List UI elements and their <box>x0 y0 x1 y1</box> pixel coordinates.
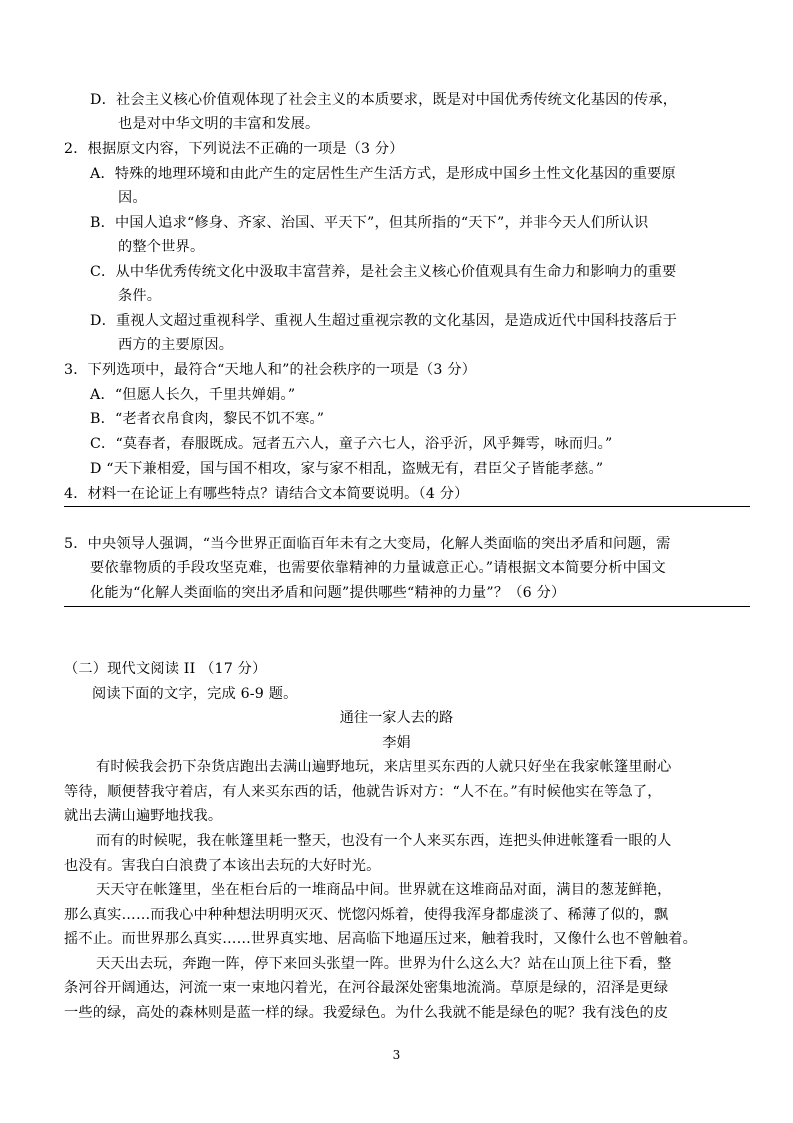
answer-line <box>64 506 750 507</box>
q5-line-1: 5．中央领导人强调，“当今世界正面临百年未有之大变局，化解人类面临的突出矛盾和问题，需 <box>64 536 671 552</box>
passage-line: 而有的时候呢，我在帐篷里耗一整天，也没有一个人来买东西，连把头伸进帐篷看一眼的人 <box>96 833 672 849</box>
q2-option-b: B．中国人追求“修身、齐家、治国、平天下”，但其所指的“天下”，并非今天人们所认识 <box>90 215 649 231</box>
page-number: 3 <box>392 1048 401 1062</box>
q4-stem: 4．材料一在论证上有哪些特点？请结合文本简要说明。（4 分） <box>64 486 469 502</box>
passage-line: 摇不止。而世界那么真实……世界真实地、居高临下地逼压过来，触着我时，又像什么也不曾触着。 <box>64 931 698 947</box>
q1-option-d-cont: 也是对中华文明的丰富和发展。 <box>118 116 320 132</box>
q3-stem: 3．下列选项中，最符合“天地人和”的社会秩序的一项是（3 分） <box>64 362 477 378</box>
passage-line: 就出去满山遍野地找我。 <box>64 808 223 824</box>
passage-author: 李娟 <box>382 735 411 751</box>
passage-line: 天天守在帐篷里，坐在柜台后的一堆商品中间。世界就在这堆商品对面，满目的葱茏鲜艳， <box>96 882 672 898</box>
q3-option-b: B．“老者衣帛食肉，黎民不饥不寒。” <box>90 411 325 427</box>
passage-line: 条河谷开阔通达，河流一束一束地闪着光，在河谷最深处密集地流淌。草原是绿的，沼泽是更绿 <box>64 980 669 996</box>
q2-option-d-cont: 西方的主要原因。 <box>118 337 234 353</box>
q2-option-d: D．重视人文超过重视科学、重视人生超过重视宗教的文化基因，是造成近代中国科技落后于 <box>90 313 678 329</box>
q2-option-b-cont: 的整个世界。 <box>118 239 205 255</box>
q2-option-c: C．从中华优秀传统文化中汲取丰富营养，是社会主义核心价值观具有生命力和影响力的重要 <box>90 264 677 280</box>
answer-line <box>64 606 750 607</box>
q2-option-a-cont: 因。 <box>118 190 147 206</box>
passage-line: 有时候我会扔下杂货店跑出去满山遍野地玩，来店里买东西的人就只好坐在我家帐篷里耐心 <box>96 759 672 775</box>
q3-option-a: A．“但愿人长久，千里共婵娟。” <box>90 387 296 403</box>
passage-line: 那么真实……而我心中种种想法明明灭灭、恍惚闪烁着，使得我浑身都虚淡了、稀薄了似的，飘 <box>64 907 669 923</box>
passage-line: 等待，顺便替我守着店，有人来买东西的话，他就告诉对方：“人不在。”有时候他实在等急了， <box>64 784 662 800</box>
q2-option-c-cont: 条件。 <box>118 288 162 304</box>
passage-line: 天天出去玩，奔跑一阵，停下来回头张望一阵。世界为什么这么大？站在山顶上往下看，整 <box>96 956 672 972</box>
passage-line: 一些的绿，高处的森林则是蓝一样的绿。我爱绿色。为什么我就不能是绿色的呢？我有浅色的皮 <box>64 1005 669 1021</box>
section-heading: （二）现代文阅读 II （17 分） <box>64 661 267 677</box>
q2-stem: 2．根据原文内容，下列说法不正确的一项是（3 分） <box>64 141 404 157</box>
q2-option-a: A．特殊的地理环境和由此产生的定居性生产生活方式，是形成中国乡土性文化基因的重要原 <box>90 166 676 182</box>
passage-title: 通往一家人去的路 <box>339 710 454 726</box>
q3-option-d: D “天下兼相爱，国与国不相攻，家与家不相乱，盗贼无有，君臣父子皆能孝慈。” <box>90 461 604 477</box>
passage-line: 也没有。害我白白浪费了本该出去玩的大好时光。 <box>64 858 381 874</box>
q1-option-d: D．社会主义核心价值观体现了社会主义的本质要求，既是对中国优秀传统文化基因的传承， <box>90 92 678 108</box>
section-instruction: 阅读下面的文字，完成 6-9 题。 <box>92 686 298 702</box>
q5-line-2: 要依靠物质的手段攻坚克难，也需要依靠精神的力量诚意正心。”请根据文本简要分析中国文 <box>90 560 666 576</box>
q3-option-c: C．“莫春者，春服既成。冠者五六人，童子六七人，浴乎沂，风乎舞雩，咏而归。” <box>90 436 613 452</box>
q5-line-3: 化能为“化解人类面临的突出矛盾和问题”提供哪些“精神的力量”？（6 分） <box>90 585 566 601</box>
